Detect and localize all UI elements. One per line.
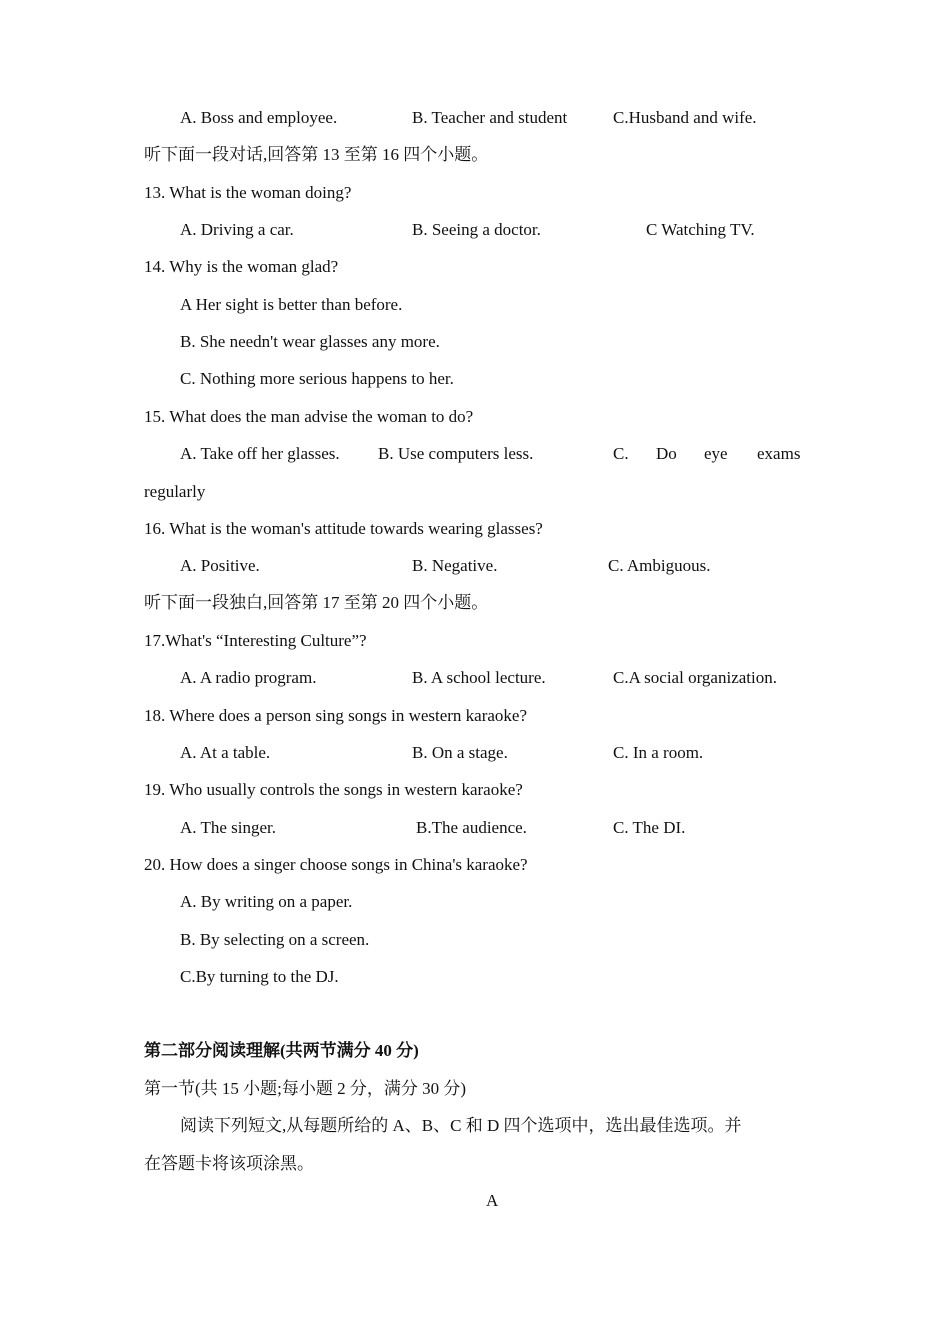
q12-option-a: A. Boss and employee. <box>180 108 338 127</box>
q20-option-a: A. By writing on a paper. <box>180 892 353 911</box>
q14-option-a: A Her sight is better than before. <box>180 295 403 314</box>
q12-option-c: C.Husband and wife. <box>613 108 757 127</box>
q16-option-b: B. Negative. <box>412 556 498 575</box>
q16-question: 16. What is the woman's attitude towards wearing glasses? <box>144 519 543 538</box>
q15-option-c-word: exams <box>757 444 801 463</box>
q19-question: 19. Who usually controls the songs in western karaoke? <box>144 780 523 799</box>
q20-question: 20. How does a singer choose songs in China's karaoke? <box>144 855 528 874</box>
q18-question: 18. Where does a person sing songs in western karaoke? <box>144 706 528 725</box>
q15-option-c-word: eye <box>704 444 728 463</box>
q18-option-b: B. On a stage. <box>412 743 508 762</box>
q15-question: 15. What does the man advise the woman to do? <box>144 407 474 426</box>
section-13-16-instruction: 听下面一段对话,回答第 13 至第 16 四个小题。 <box>144 145 489 164</box>
section1-heading: 第一节(共 15 小题;每小题 2 分，满分 30 分) <box>144 1079 467 1098</box>
q16-option-a: A. Positive. <box>180 556 260 575</box>
section-17-20-instruction: 听下面一段独白,回答第 17 至第 20 四个小题。 <box>144 593 489 612</box>
q17-option-b: B. A school lecture. <box>412 668 546 687</box>
q17-option-a: A. A radio program. <box>180 668 317 687</box>
q20-option-b: B. By selecting on a screen. <box>180 930 370 949</box>
part2-heading: 第二部分阅读理解(共两节满分 40 分) <box>144 1041 419 1060</box>
q15-option-c-word: Do <box>656 444 677 463</box>
q14-question: 14. Why is the woman glad? <box>144 257 339 276</box>
q13-question: 13. What is the woman doing? <box>144 183 352 202</box>
q15-option-c-letter: C. <box>613 444 629 463</box>
q19-option-a: A. The singer. <box>180 818 277 837</box>
q13-option-c: C Watching TV. <box>646 220 755 239</box>
q15-option-b: B. Use computers less. <box>378 444 534 463</box>
q14-option-c: C. Nothing more serious happens to her. <box>180 369 454 388</box>
instructions-line-1: 阅读下列短文,从每题所给的 A、B、C 和 D 四个选项中，选出最佳选项。并 <box>180 1116 742 1135</box>
q15-option-c-continuation: regularly <box>144 482 206 501</box>
q14-option-b: B. She needn't wear glasses any more. <box>180 332 440 351</box>
q19-option-b: B.The audience. <box>416 818 527 837</box>
q15-option-a: A. Take off her glasses. <box>180 444 340 463</box>
q16-option-c: C. Ambiguous. <box>608 556 711 575</box>
q18-option-a: A. At a table. <box>180 743 271 762</box>
q19-option-c: C. The DI. <box>613 818 686 837</box>
q20-option-c: C.By turning to the DJ. <box>180 967 339 986</box>
q18-option-c: C. In a room. <box>613 743 704 762</box>
q13-option-b: B. Seeing a doctor. <box>412 220 541 239</box>
q12-option-b: B. Teacher and student <box>412 108 568 127</box>
q13-option-a: A. Driving a car. <box>180 220 294 239</box>
passage-label: A <box>486 1191 499 1210</box>
instructions-line-2: 在答题卡将该项涂黑。 <box>144 1154 314 1173</box>
q17-option-c: C.A social organization. <box>613 668 777 687</box>
q17-question: 17.What's “Interesting Culture”? <box>144 631 367 650</box>
